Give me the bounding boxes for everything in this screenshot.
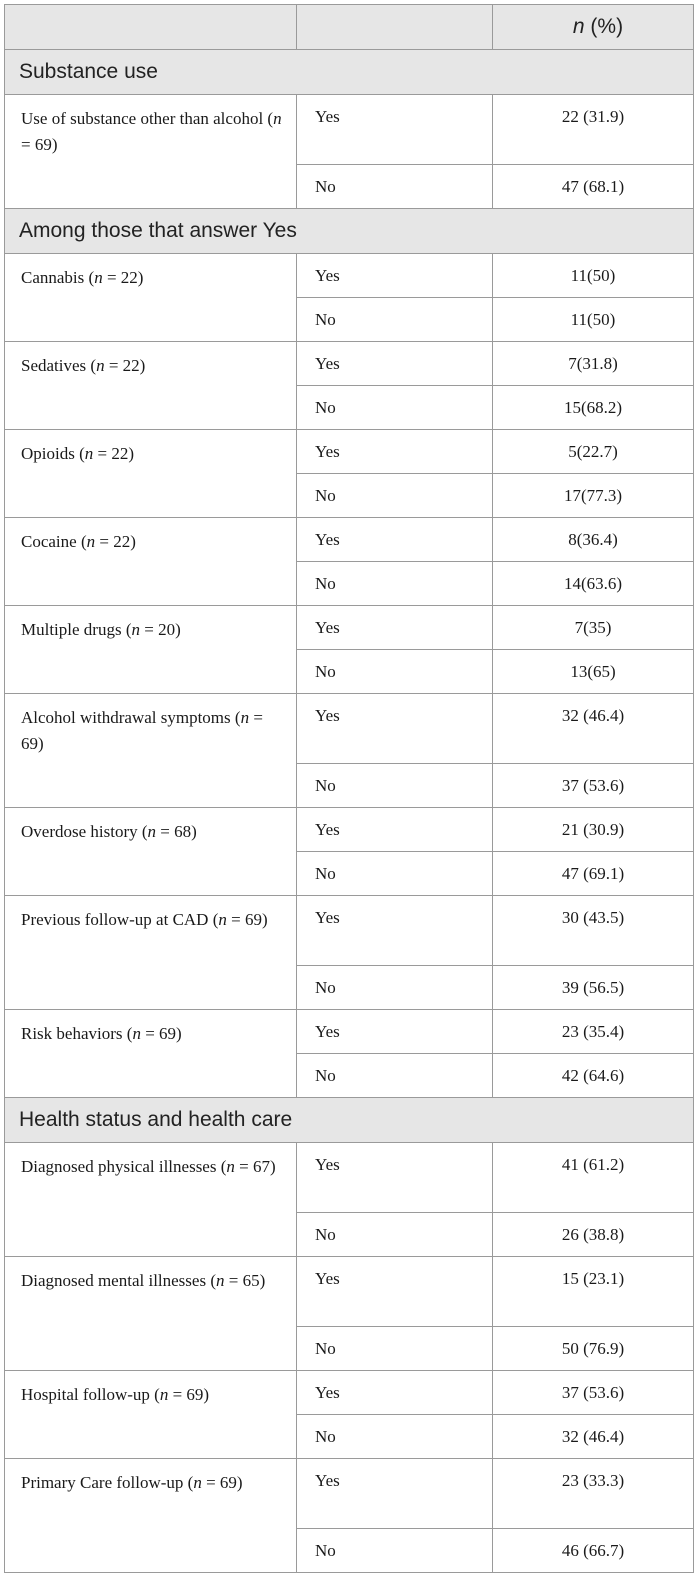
value-yes: 7(31.8) [493, 342, 694, 386]
variable-label: Cannabis (n = 22) [5, 254, 297, 342]
response-no: No [297, 764, 493, 808]
value-yes: 11(50) [493, 254, 694, 298]
table-header-row [5, 5, 694, 50]
response-no: No [297, 650, 493, 694]
response-yes: Yes [297, 342, 493, 386]
value-yes: 41 (61.2) [493, 1143, 694, 1213]
value-yes: 23 (35.4) [493, 1010, 694, 1054]
table-row [5, 430, 694, 474]
table-row [5, 254, 694, 298]
section-title: Among those that answer Yes [5, 209, 694, 254]
variable-label: Previous follow-up at CAD (n = 69) [5, 896, 297, 1010]
header-n-percent: n (%) [493, 5, 694, 50]
table-row [5, 95, 694, 165]
response-no: No [297, 1213, 493, 1257]
header-blank-2 [297, 5, 493, 50]
variable-label: Hospital follow-up (n = 69) [5, 1371, 297, 1459]
table-row [5, 342, 694, 386]
table-row [5, 518, 694, 562]
response-yes: Yes [297, 1371, 493, 1415]
response-no: No [297, 852, 493, 896]
value-no: 46 (66.7) [493, 1529, 694, 1573]
value-yes: 37 (53.6) [493, 1371, 694, 1415]
substance-use-table [4, 4, 694, 1573]
response-yes: Yes [297, 694, 493, 764]
response-yes: Yes [297, 808, 493, 852]
value-no: 14(63.6) [493, 562, 694, 606]
variable-label: Multiple drugs (n = 20) [5, 606, 297, 694]
value-yes: 22 (31.9) [493, 95, 694, 165]
value-no: 11(50) [493, 298, 694, 342]
value-no: 50 (76.9) [493, 1327, 694, 1371]
section-title: Health status and health care [5, 1098, 694, 1143]
response-yes: Yes [297, 1143, 493, 1213]
section-header-row [5, 209, 694, 254]
value-yes: 23 (33.3) [493, 1459, 694, 1529]
response-yes: Yes [297, 1459, 493, 1529]
table-row [5, 694, 694, 764]
value-yes: 8(36.4) [493, 518, 694, 562]
response-yes: Yes [297, 1010, 493, 1054]
section-header-row [5, 50, 694, 95]
variable-label: Alcohol withdrawal symptoms (n = 69) [5, 694, 297, 808]
value-no: 17(77.3) [493, 474, 694, 518]
value-no: 37 (53.6) [493, 764, 694, 808]
value-no: 47 (68.1) [493, 165, 694, 209]
table-row [5, 1143, 694, 1213]
response-yes: Yes [297, 606, 493, 650]
response-no: No [297, 1327, 493, 1371]
table-row [5, 1257, 694, 1327]
response-no: No [297, 966, 493, 1010]
response-no: No [297, 1529, 493, 1573]
table-row [5, 808, 694, 852]
value-no: 26 (38.8) [493, 1213, 694, 1257]
value-yes: 30 (43.5) [493, 896, 694, 966]
variable-label: Sedatives (n = 22) [5, 342, 297, 430]
value-no: 39 (56.5) [493, 966, 694, 1010]
variable-label: Use of substance other than alcohol (n = 69) [5, 95, 297, 209]
variable-label: Primary Care follow-up (n = 69) [5, 1459, 297, 1573]
table-row [5, 1459, 694, 1529]
value-no: 13(65) [493, 650, 694, 694]
variable-label: Risk behaviors (n = 69) [5, 1010, 297, 1098]
value-yes: 15 (23.1) [493, 1257, 694, 1327]
value-no: 15(68.2) [493, 386, 694, 430]
table-row [5, 606, 694, 650]
response-no: No [297, 562, 493, 606]
header-blank-1 [5, 5, 297, 50]
value-yes: 21 (30.9) [493, 808, 694, 852]
value-no: 42 (64.6) [493, 1054, 694, 1098]
variable-label: Diagnosed physical illnesses (n = 67) [5, 1143, 297, 1257]
response-yes: Yes [297, 254, 493, 298]
variable-label: Cocaine (n = 22) [5, 518, 297, 606]
response-no: No [297, 1054, 493, 1098]
response-no: No [297, 298, 493, 342]
value-no: 47 (69.1) [493, 852, 694, 896]
response-no: No [297, 165, 493, 209]
response-yes: Yes [297, 95, 493, 165]
value-no: 32 (46.4) [493, 1415, 694, 1459]
variable-label: Overdose history (n = 68) [5, 808, 297, 896]
value-yes: 32 (46.4) [493, 694, 694, 764]
table-row [5, 1371, 694, 1415]
response-no: No [297, 1415, 493, 1459]
response-yes: Yes [297, 430, 493, 474]
value-yes: 5(22.7) [493, 430, 694, 474]
response-yes: Yes [297, 518, 493, 562]
section-header-row [5, 1098, 694, 1143]
variable-label: Diagnosed mental illnesses (n = 65) [5, 1257, 297, 1371]
response-no: No [297, 474, 493, 518]
variable-label: Opioids (n = 22) [5, 430, 297, 518]
response-yes: Yes [297, 1257, 493, 1327]
value-yes: 7(35) [493, 606, 694, 650]
table-row [5, 896, 694, 966]
response-yes: Yes [297, 896, 493, 966]
table-row [5, 1010, 694, 1054]
response-no: No [297, 386, 493, 430]
section-title: Substance use [5, 50, 694, 95]
